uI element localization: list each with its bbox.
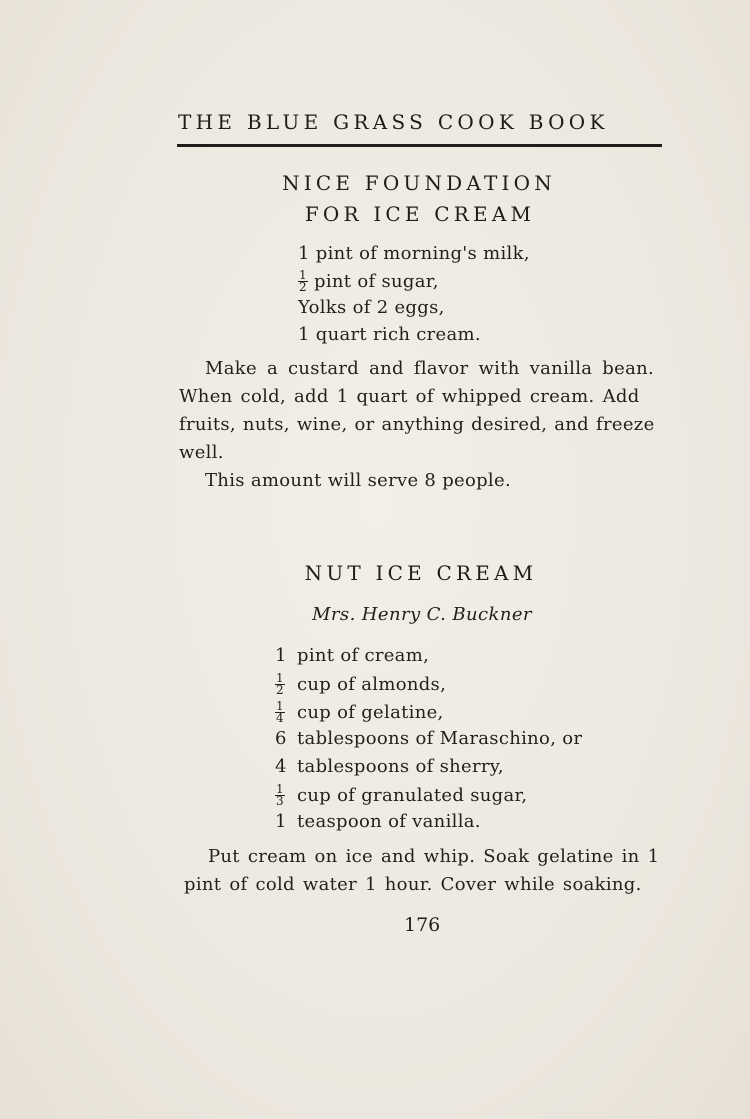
fraction-third: $\frac{1}{3}$ [276, 782, 284, 808]
recipe1-direction-line: When cold, add 1 quart of whipped cream. Add [179, 386, 640, 407]
page-number: 176 [404, 914, 441, 936]
recipe2-byline: Mrs. Henry C. Buckner [312, 604, 532, 625]
header-rule [177, 144, 662, 147]
recipe1-ingredient: 1 pint of morning's milk, [298, 243, 530, 264]
fraction-half: $\frac{1}{2}$ [299, 268, 307, 294]
fraction-quarter: $\frac{1}{4}$ [276, 699, 284, 725]
recipe2-direction-line: pint of cold water 1 hour. Cover while soaking. [184, 874, 642, 895]
recipe2-ingredient: $\frac{1}{2}$ cup of almonds, [276, 671, 447, 697]
fraction-half: $\frac{1}{2}$ [276, 671, 284, 697]
recipe2-ingredient: $\frac{1}{4}$ cup of gelatine, [276, 699, 444, 725]
recipe1-ingredient-text: pint of sugar, [314, 271, 439, 292]
recipe1-ingredient: 1 quart rich cream. [298, 324, 481, 345]
recipe2-ingredient: 1 teaspoon of vanilla. [275, 811, 481, 832]
recipe2-ingredient: $\frac{1}{3}$ cup of granulated sugar, [276, 782, 528, 808]
recipe1-title-line2: FOR ICE CREAM [304, 202, 536, 226]
running-head: THE BLUE GRASS COOK BOOK [178, 110, 609, 134]
recipe2-ingredient: 6 tablespoons of Maraschino, or [275, 728, 583, 749]
recipe2-direction-line: Put cream on ice and whip. Soak gelatine in 1 [208, 846, 660, 867]
recipe1-serves: This amount will serve 8 people. [205, 470, 511, 491]
recipe1-direction-line: well. [179, 442, 224, 463]
recipe1-direction-line: fruits, nuts, wine, or anything desired, and freeze [179, 414, 655, 435]
recipe1-title-line1: NICE FOUNDATION [282, 171, 556, 195]
recipe1-direction-line: Make a custard and flavor with vanilla bean. [205, 358, 655, 379]
recipe2-ingredient: 4 tablespoons of sherry, [275, 756, 504, 777]
recipe2-ingredient: 1 pint of cream, [275, 645, 430, 666]
recipe1-ingredient: Yolks of 2 eggs, [298, 297, 445, 318]
recipe1-ingredient [298, 270, 439, 292]
recipe2-title: NUT ICE CREAM [304, 561, 538, 585]
